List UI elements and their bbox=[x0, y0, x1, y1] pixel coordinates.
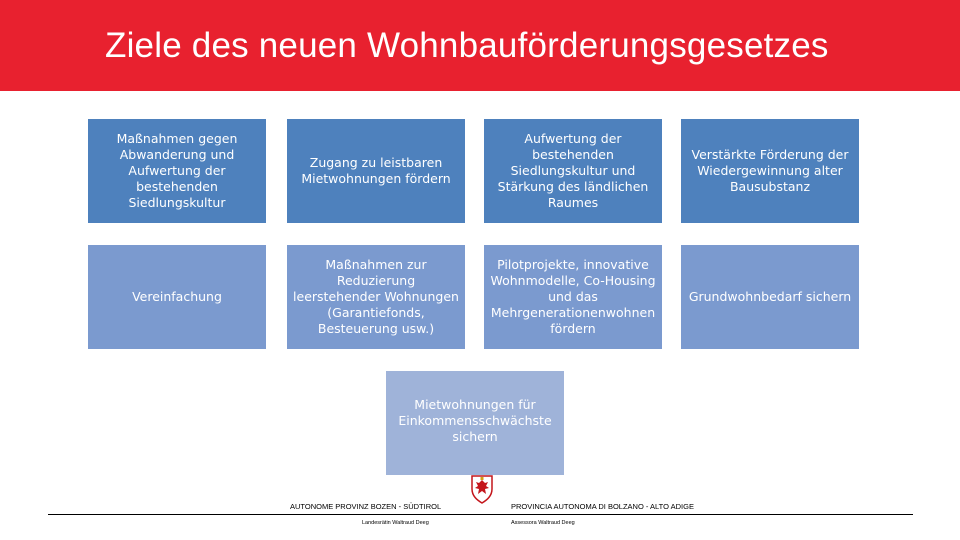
goal-box bbox=[484, 245, 662, 349]
footer-left-subtitle: Landesrätin Waltraud Deeg bbox=[362, 520, 429, 526]
title-bar bbox=[0, 0, 960, 91]
goal-box bbox=[287, 119, 465, 223]
goal-box bbox=[484, 119, 662, 223]
goal-text: Grundwohnbedarf sichern bbox=[688, 289, 852, 304]
goal-text: Maßnahmen gegen Abwanderung und Aufwertung der bestehenden Siedlungskultur bbox=[116, 131, 238, 210]
page-title: Ziele des neuen Wohnbauförderungsgesetzes bbox=[105, 26, 829, 65]
footer-right-subtitle: Assessora Waltraud Deeg bbox=[511, 520, 575, 526]
goal-box bbox=[386, 371, 564, 475]
footer-divider bbox=[48, 514, 913, 515]
goal-box bbox=[88, 119, 266, 223]
footer-left-title: AUTONOME PROVINZ BOZEN - SÜDTIROL bbox=[290, 502, 442, 511]
goal-text: Aufwertung der bestehenden Siedlungskultur und Stärkung des ländlichen Raumes bbox=[497, 131, 649, 210]
coat-of-arms-icon bbox=[470, 474, 494, 504]
footer-right-title: PROVINCIA AUTONOMA DI BOLZANO - ALTO ADIGE bbox=[511, 502, 694, 511]
goal-text: Pilotprojekte, innovative Wohnmodelle, Co-Housing und das Mehrgenerationenwohnen fördern bbox=[490, 257, 656, 336]
goal-box bbox=[681, 245, 859, 349]
goal-text: Maßnahmen zur Reduzierung leerstehender Wohnungen (Garantiefonds, Besteuerung usw.) bbox=[293, 257, 459, 336]
goal-text: Mietwohnungen für Einkommensschwächste sichern bbox=[398, 397, 552, 444]
goal-box bbox=[681, 119, 859, 223]
goal-text: Zugang zu leistbaren Mietwohnungen fördern bbox=[301, 155, 451, 186]
goal-text: Vereinfachung bbox=[132, 289, 222, 304]
goal-text: Verstärkte Förderung der Wiedergewinnung alter Bausubstanz bbox=[691, 147, 849, 194]
goal-box bbox=[287, 245, 465, 349]
goal-box bbox=[88, 245, 266, 349]
